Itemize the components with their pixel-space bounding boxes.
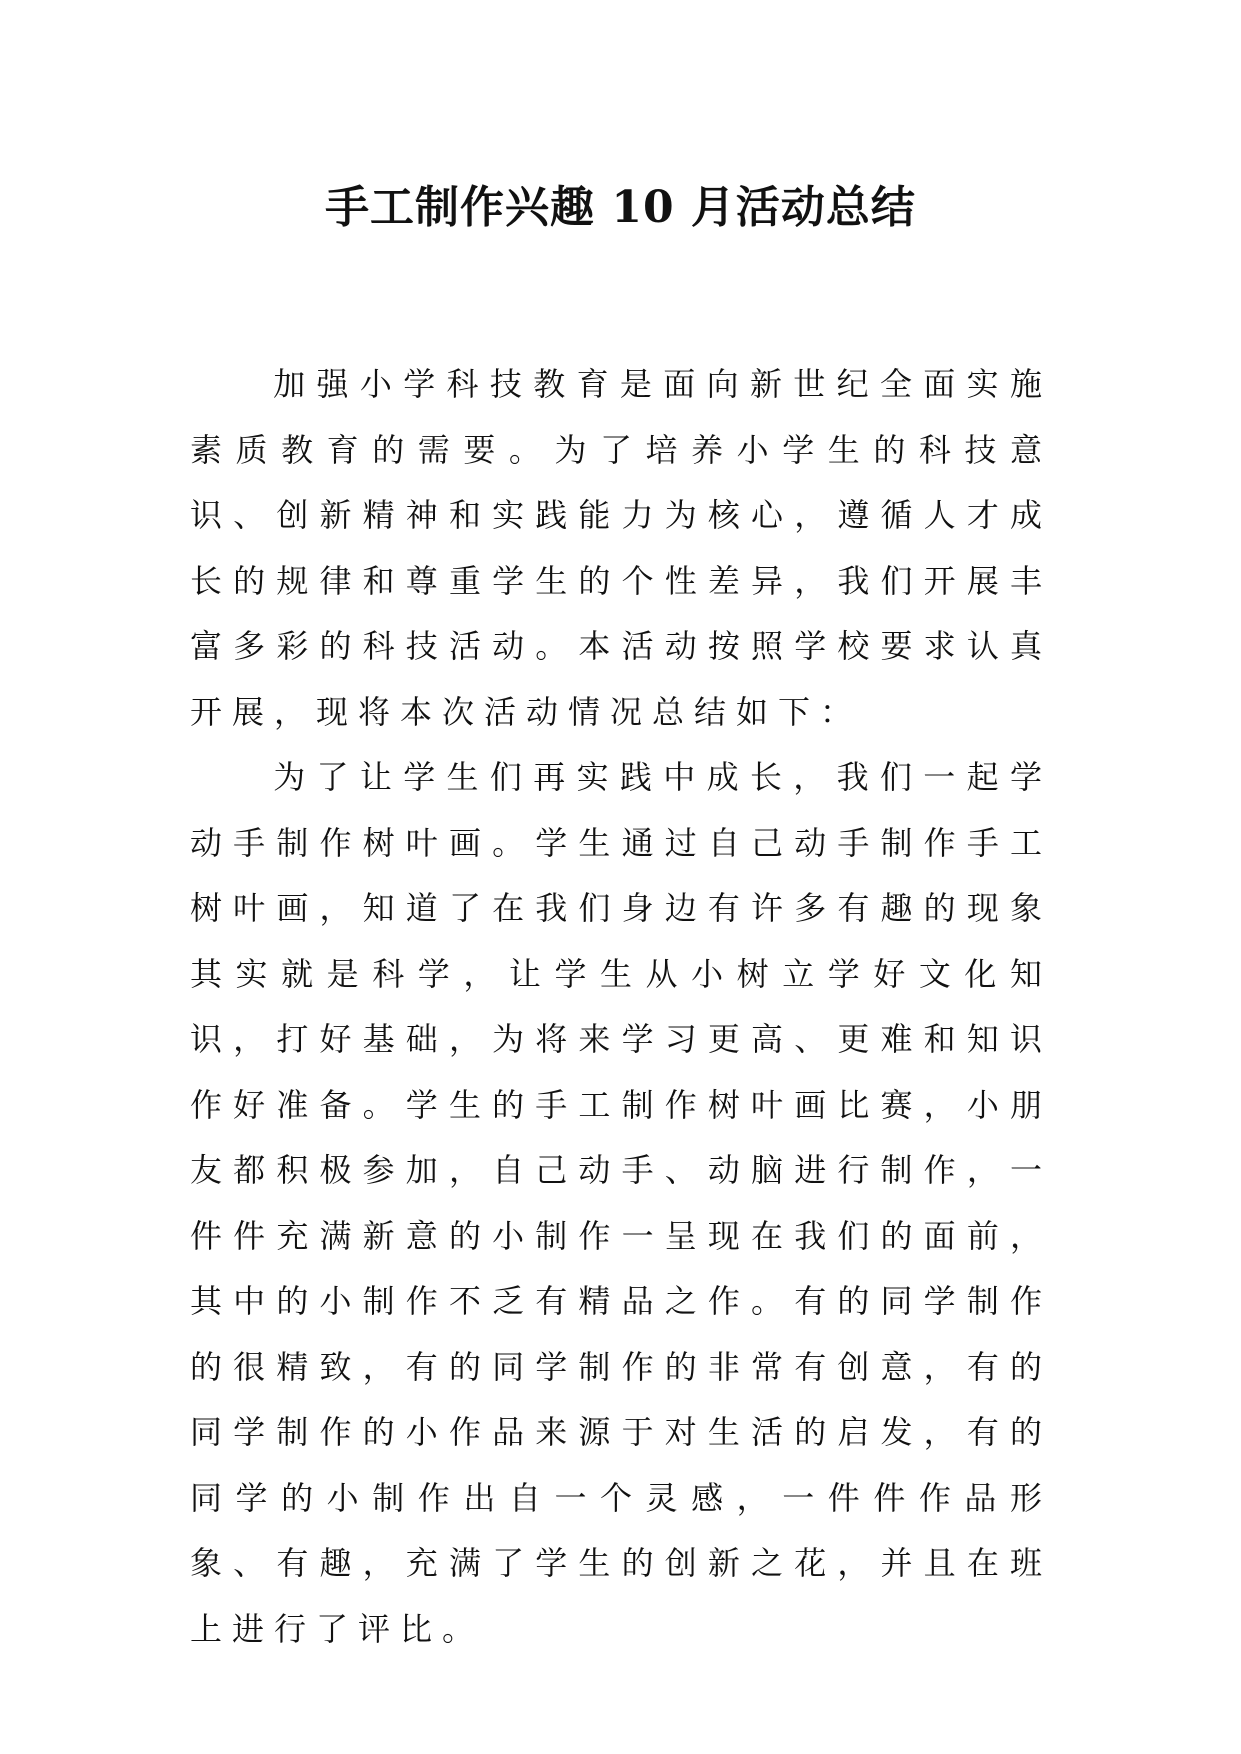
document-body — [190, 352, 1052, 1662]
paragraph-intro: 加强小学科技教育是面向新世纪全面实施素质教育的需要。为了培养小学生的科技意识、创新精神和实践能力为核心，遵循人才成长的规律和尊重学生的个性差异，我们开展丰富多彩的科技活动。本活动按照学校要求认真开展，现将本次活动情况总结如下： — [190, 365, 1052, 731]
paragraph-activity: 为了让学生们再实践中成长，我们一起学动手制作树叶画。学生通过自己动手制作手工树叶画，知道了在我们身边有许多有趣的现象其实就是科学，让学生从小树立学好文化知识，打好基础，为将来学习更高、更难和知识作好准备。学生的手工制作树叶画比赛，小朋友都积极参加，自己动手、动脑进行制作，一件件充满新意的小制作一呈现在我们的面前，其中的小制作不乏有精品之作。有的同学制作的很精致，有的同学制作的非常有创意，有的同学制作的小作品来源于对生活的启发，有的同学的小制作出自一个灵感，一件件作品形象、有趣，充满了学生的创新之花，并且在班上进行了评比。 — [190, 758, 1052, 1648]
document-title: 手工制作兴趣 10 月活动总结 — [325, 182, 916, 233]
